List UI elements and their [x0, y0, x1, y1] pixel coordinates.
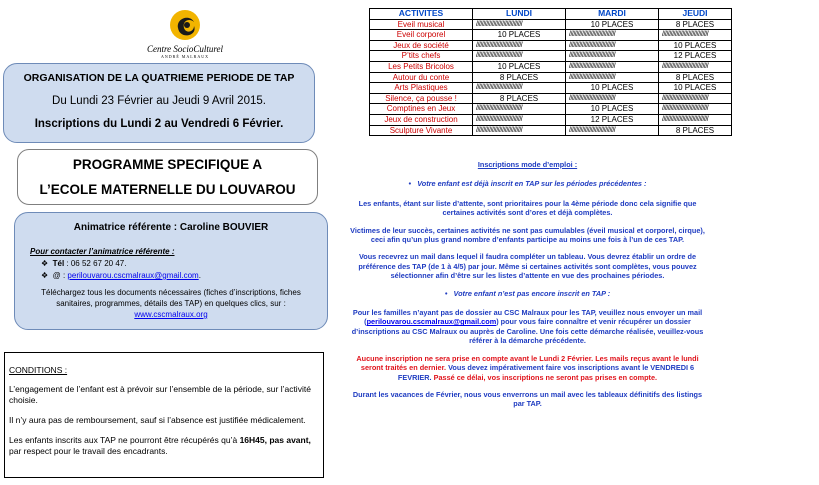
col-header-activites: ACTIVITES [370, 9, 473, 20]
slot-cell: //////////////////////////////// [659, 30, 732, 41]
slot-cell: //////////////////////////////// [566, 72, 659, 83]
activity-name: Eveil corporel [370, 30, 473, 41]
slot-cell: //////////////////////////////// [473, 125, 566, 136]
download-desc: Téléchargez tous les documents nécessaires (fiches d’inscriptions, fiches sanitaires, programmes, détails des TAP) en quelques clics, sur : [41, 288, 301, 308]
slot-cell: //////////////////////////////// [566, 61, 659, 72]
programme-box [17, 149, 318, 205]
slot-cell: 8 PLACES [659, 125, 732, 136]
conditions-heading: CONDITIONS : [9, 365, 68, 375]
bullet-icon: • [408, 179, 412, 189]
slot-cell: //////////////////////////////// [473, 40, 566, 51]
inscriptions-para6: Durant les vacances de Février, nous vous enverrons un mail avec les tableaux définitifs des listings par TAP. [352, 389, 703, 409]
slot-cell: 10 PLACES [566, 19, 659, 30]
table-row [370, 93, 732, 104]
slot-cell: 10 PLACES [473, 30, 566, 41]
condition-2: Il n’y aura pas de remboursement, sauf si l’absence est justifiée médicalement. [9, 415, 306, 425]
email-line: ❖ @ : perilouvarou.cscmalraux@gmail.com. [41, 271, 201, 280]
programme-line1: PROGRAMME SPECIFIQUE A [72, 157, 263, 172]
website-link[interactable]: www.cscmalraux.org [134, 310, 208, 319]
slot-cell: //////////////////////////////// [566, 93, 659, 104]
para5-blue: Vous devez impérativement faire vos inscriptions avant le VENDREDI 6 FEVRIER. [397, 363, 695, 382]
organisation-title: ORGANISATION DE LA QUATRIEME PERIODE DE TAP [23, 72, 295, 84]
inscriptions-para3: Vous recevrez un mail dans lequel il faudra compléter un tableau. Vous devrez établir un ordre de préférence des TAP (de 1 à 4/5) par jour. Même si certaines activités sont complètes, vous pouvez sélectionner afin d’être sur les listes d’attente en vue des prochaines périodes. [358, 252, 697, 281]
conditions-box [4, 352, 324, 478]
organisation-dates: Du Lundi 23 Février au Jeudi 9 Avril 2015. [52, 95, 266, 107]
slot-cell: 10 PLACES [659, 40, 732, 51]
slot-cell: //////////////////////////////// [473, 83, 566, 94]
table-row [370, 61, 732, 72]
table-row [370, 72, 732, 83]
slot-cell: //////////////////////////////// [566, 125, 659, 136]
activity-name: Comptines en Jeux [370, 104, 473, 115]
slot-cell: //////////////////////////////// [566, 40, 659, 51]
slot-cell: 12 PLACES [659, 51, 732, 62]
slot-cell: 12 PLACES [566, 114, 659, 125]
slot-cell: 10 PLACES [566, 83, 659, 94]
inscriptions-heading: Inscriptions mode d’emploi : [477, 160, 578, 169]
condition-3 [9, 435, 319, 457]
organisation-inscriptions: Inscriptions du Lundi 2 au Vendredi 6 Février. [34, 118, 284, 130]
inscriptions-para5 [350, 354, 705, 382]
slot-cell: 10 PLACES [566, 104, 659, 115]
contact-heading: Pour contacter l’animatrice référente : [30, 247, 175, 256]
activity-name: Silence, ça pousse ! [370, 93, 473, 104]
table-row [370, 104, 732, 115]
activity-name: Autour du conte [370, 72, 473, 83]
bullet-icon: ❖ [41, 271, 49, 280]
programme-line2: L’ECOLE MATERNELLE DU LOUVAROU [39, 182, 296, 197]
table-row [370, 19, 732, 30]
csc-logo [140, 8, 230, 66]
slot-cell: 8 PLACES [473, 93, 566, 104]
para4-a: Pour les familles n’ayant pas de dossier au CSC Malraux pour les TAP, veuillez nous envoyer un mail ( [352, 308, 703, 327]
activity-name: Eveil musical [370, 19, 473, 30]
bullet-icon: ❖ [41, 259, 49, 268]
slot-cell: //////////////////////////////// [473, 51, 566, 62]
para4-b: ) pour vous faire connaître et venir récupérer un dossier d’inscriptions au CSC Malraux ou auprès de Caroline. Une fois cette démarche réalisée, veuillez-vous référer à la démarche précédente. [351, 317, 704, 346]
bullet1-text: Votre enfant est déjà inscrit en TAP sur les périodes précédentes : [417, 179, 647, 189]
para4-email-link[interactable]: perilouvarou.cscmalraux@gmail.com [366, 317, 497, 327]
activity-name: Les Petits Bricolos [370, 61, 473, 72]
logo-subtitle: ANDRÉ MALRAUX [161, 54, 209, 59]
slot-cell: 8 PLACES [659, 19, 732, 30]
inscriptions-section [350, 160, 705, 417]
slot-cell: 8 PLACES [659, 72, 732, 83]
bullet2-text: Votre enfant n’est pas encore inscrit en TAP : [453, 288, 611, 298]
table-row [370, 30, 732, 41]
slot-cell: //////////////////////////////// [566, 51, 659, 62]
col-header-jeudi: JEUDI [659, 9, 732, 20]
animatrice-ref: Animatrice référente : Caroline BOUVIER [73, 222, 269, 233]
slot-cell: //////////////////////////////// [659, 114, 732, 125]
table-header-row [370, 9, 732, 20]
bullet-icon: • [444, 288, 448, 298]
bullet-not-registered [350, 289, 705, 298]
slot-cell: //////////////////////////////// [473, 114, 566, 125]
table-row [370, 83, 732, 94]
phone-label: Tél [52, 259, 65, 268]
condition-1: L’engagement de l’enfant est à prévoir sur l’ensemble de la période, sur l’activité choisie. [9, 384, 311, 405]
table-row [370, 114, 732, 125]
condition-3-bold: 16H45, pas avant, [239, 435, 311, 445]
slot-cell: 8 PLACES [473, 72, 566, 83]
logo-name: Centre SocioCulturel [146, 44, 224, 54]
slot-cell: //////////////////////////////// [566, 30, 659, 41]
email-link[interactable]: perilouvarou.cscmalraux@gmail.com [67, 271, 199, 280]
activity-name: Jeux de société [370, 40, 473, 51]
inscriptions-para1: Les enfants, étant sur liste d’attente, sont prioritaires pour la 4ème période donc cela signifie que certaines activités sont d’ores et déjà complètes. [358, 198, 697, 218]
slot-cell: 10 PLACES [659, 83, 732, 94]
slot-cell: //////////////////////////////// [659, 104, 732, 115]
slot-cell: //////////////////////////////// [473, 19, 566, 30]
organisation-box [3, 63, 315, 143]
phone-number: : 06 52 67 20 47. [64, 259, 127, 268]
condition-3-a: Les enfants inscrits aux TAP ne pourront être récupérés qu’à [9, 435, 240, 445]
activity-name: P’tits chefs [370, 51, 473, 62]
para5-red2: Passé ce délai, vos inscriptions ne seront pas prises en compte. [431, 372, 658, 382]
table-row [370, 125, 732, 136]
slot-cell: 10 PLACES [473, 61, 566, 72]
activities-table [369, 8, 732, 136]
condition-3-c: par respect pour le travail des encadrants. [9, 446, 168, 456]
slot-cell: //////////////////////////////// [473, 104, 566, 115]
activity-name: Sculpture Vivante [370, 125, 473, 136]
animatrice-box [14, 212, 328, 330]
inscriptions-para4 [350, 308, 705, 346]
table-row [370, 40, 732, 51]
inscriptions-para2: Victimes de leur succès, certaines activités ne sont pas cumulables (éveil musical et corporel, cirque), ceci afin qu’un plus grand nombre d’enfants participe au moins une fois à l’un de ces TAP. [350, 225, 705, 245]
phone-line [41, 259, 327, 268]
activity-name: Arts Plastiques [370, 83, 473, 94]
email-prefix: @ : [52, 271, 68, 280]
download-text [33, 287, 309, 320]
col-header-mardi: MARDI [566, 9, 659, 20]
table-row [370, 51, 732, 62]
para5-red: Aucune inscription ne sera prise en compte avant le Lundi 2 Février. Les mails reçus avant le lundi seront traités en dernier. [356, 353, 699, 373]
slot-cell: //////////////////////////////// [659, 93, 732, 104]
slot-cell: //////////////////////////////// [659, 61, 732, 72]
col-header-lundi: LUNDI [473, 9, 566, 20]
bullet-already-registered [350, 179, 705, 188]
logo-mark-icon [168, 8, 202, 42]
activity-name: Jeux de construction [370, 114, 473, 125]
